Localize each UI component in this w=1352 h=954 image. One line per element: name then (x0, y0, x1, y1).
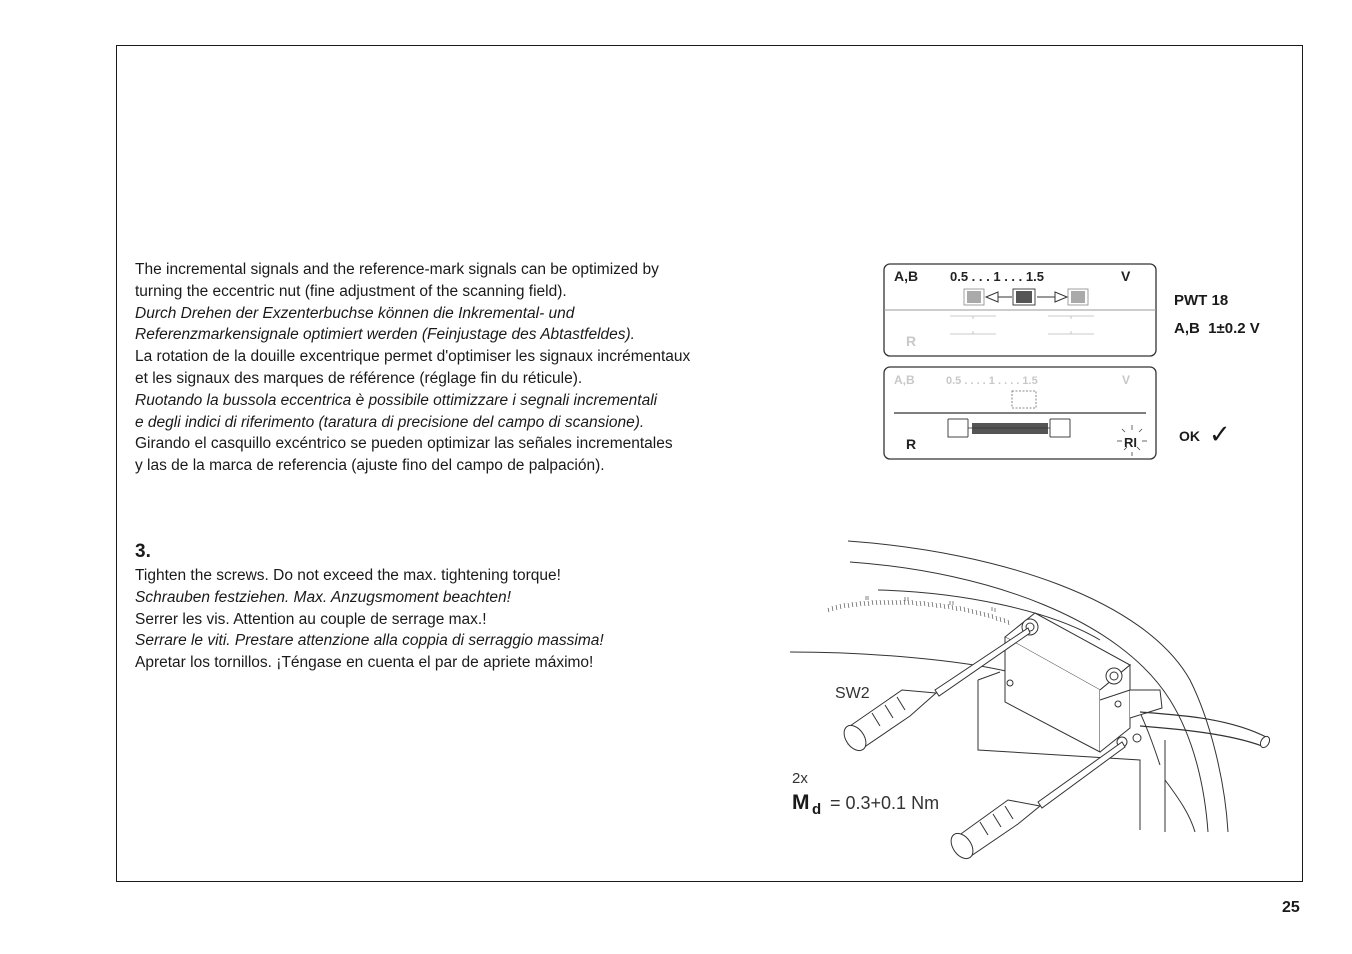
pwt-spec: A,B 1±0.2 V (1174, 320, 1260, 337)
bar-center (1013, 289, 1035, 305)
scale-label: 0.5 . . . . 1 . . . . 1.5 (946, 375, 1038, 387)
torque-symbol: M (792, 791, 810, 814)
text-line: Durch Drehen der Exzenterbuchse können die Inkremental- und (135, 304, 575, 322)
ri-label: RI (1124, 435, 1137, 450)
step-number: 3. (135, 541, 151, 562)
row-ab-label: A,B (894, 268, 919, 284)
text-line: Referenzmarkensignale optimiert werden (Feinjustage des Abtastfeldes). (135, 326, 635, 344)
bar-right (1068, 289, 1088, 305)
text-line: e degli indici di riferimento (taratura di precisione del campo di scansione). (135, 413, 645, 431)
text-line: et les signaux des marques de référence (réglage fin du réticule). (135, 369, 583, 387)
unit-label: V (1121, 268, 1131, 284)
torque-subscript: d (812, 801, 822, 818)
text-line: The incremental signals and the reference-mark signals can be optimized by (135, 261, 659, 278)
text-line: Serrare le viti. Prestare attenzione alla coppia di serraggio massima! (135, 632, 604, 650)
unit-label: V (1122, 373, 1131, 387)
row-ab-label: A,B (894, 373, 915, 387)
display-ok (884, 367, 1156, 459)
pwt-title: PWT 18 (1174, 292, 1229, 309)
row-r-label: R (906, 333, 917, 349)
text-line: y las de la marca de referencia (ajuste fino del campo de palpación). (135, 457, 605, 475)
row-r-label: R (906, 436, 917, 452)
text-line: Schrauben festziehen. Max. Anzugsmoment beachten! (135, 588, 511, 606)
display-adjusting (884, 264, 1156, 356)
text-line: Girando el casquillo excéntrico se pueden optimizar las señales incrementales (135, 435, 673, 453)
page-number: 25 (1282, 899, 1300, 916)
text-line: Tighten the screws. Do not exceed the max. tightening torque! (135, 567, 561, 584)
screwdriver-icon (947, 742, 1125, 863)
torque-value: = 0.3+0.1 Nm (830, 793, 940, 813)
scale-label: 0.5 . . . 1 . . . 1.5 (950, 269, 1044, 284)
ok-label: OK (1179, 428, 1200, 444)
checkmark-icon: ✓ (1209, 419, 1231, 449)
count-label: 2x (792, 770, 808, 787)
bar-left (964, 289, 984, 305)
text-line: Ruotando la bussola eccentrica è possibile ottimizzare i segnali incrementali (135, 391, 658, 409)
wrench-label: SW2 (835, 685, 870, 702)
torque-spec (792, 791, 939, 818)
text-line: La rotation de la douille excentrique permet d'optimiser les signaux incrémentaux (135, 348, 691, 366)
text-line: turning the eccentric nut (fine adjustment of the scanning field). (135, 282, 567, 300)
text-line: Apretar los tornillos. ¡Téngase en cuenta el par de apriete máximo! (135, 654, 594, 672)
text-line: Serrer les vis. Attention au couple de serrage max.! (135, 610, 487, 628)
